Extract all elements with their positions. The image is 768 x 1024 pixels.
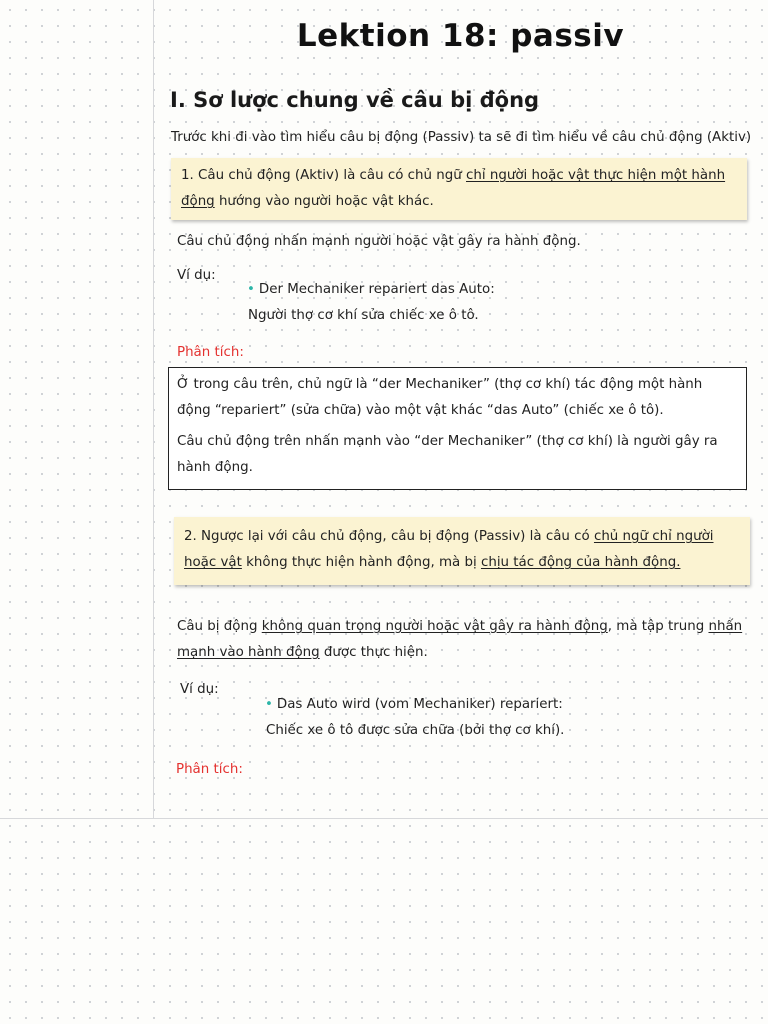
example-translation: Chiếc xe ô tô được sửa chữa (bởi thợ cơ khí). xyxy=(266,723,565,738)
note-underlined: chịu tác động của hành động. xyxy=(480,555,681,570)
example-label: Ví dụ: xyxy=(180,682,219,697)
note-underlined: chủ ngữ chỉ người hoặc vật xyxy=(184,529,714,570)
note-text: 1. Câu chủ động (Aktiv) là câu có chủ ngữ xyxy=(181,168,467,183)
note-text: hướng vào người hoặc vật khác. xyxy=(214,194,434,209)
aktiv-definition-note xyxy=(171,158,747,220)
example-german-text: Das Auto wird (vom Mechaniker) repariert: xyxy=(276,697,563,712)
text-part: , mà tập trung xyxy=(607,619,709,634)
example-german xyxy=(265,692,563,718)
note-text: không thực hiện hành động, mà bị xyxy=(241,555,481,570)
example-german-text: Der Mechaniker repariert das Auto: xyxy=(258,282,495,297)
example-translation: Người thợ cơ khí sửa chiếc xe ô tô. xyxy=(248,308,479,323)
bullet-icon: • xyxy=(265,697,273,712)
analysis-label: Phân tích: xyxy=(176,762,243,777)
note-text: 2. Ngược lại với câu chủ động, câu bị động (Passiv) là câu có xyxy=(184,529,594,544)
passive-emphasis-text xyxy=(177,614,752,666)
analysis-label: Phân tích: xyxy=(177,345,244,360)
example-german xyxy=(247,277,495,303)
intro-text: Trước khi đi vào tìm hiểu câu bị động (Passiv) ta sẽ đi tìm hiểu về câu chủ động (Aktiv) xyxy=(171,130,752,145)
example-label: Ví dụ: xyxy=(177,268,216,283)
text-part: được thực hiện. xyxy=(319,645,428,660)
page-title: Lektion 18: passiv xyxy=(296,18,625,54)
page-margin-line xyxy=(153,0,154,818)
text-part: Câu bị động xyxy=(177,619,262,634)
active-emphasis-text: Câu chủ động nhấn mạnh người hoặc vật gây ra hành động. xyxy=(177,234,581,249)
passiv-definition-note xyxy=(174,517,750,585)
underlined-part: không quan trọng người hoặc vật gây ra hành động xyxy=(261,619,608,634)
analysis-line: Câu chủ động trên nhấn mạnh vào “der Mechaniker” (thợ cơ khí) là người gây ra hành động. xyxy=(177,434,718,475)
section-heading: I. Sơ lược chung về câu bị động xyxy=(170,88,540,112)
analysis-line: Ở trong câu trên, chủ ngữ là “der Mechaniker” (thợ cơ khí) tác động một hành động “repariert” (sửa chữa) vào một vật khác “das Auto” (chiếc xe ô tô). xyxy=(177,377,703,418)
note-underlined: chỉ người hoặc vật thực hiện một hành động xyxy=(181,168,726,209)
bullet-icon: • xyxy=(247,282,255,297)
analysis-box xyxy=(168,367,747,490)
underlined-part: nhấn mạnh vào hành động xyxy=(177,619,743,660)
page-bottom-edge xyxy=(0,818,768,819)
